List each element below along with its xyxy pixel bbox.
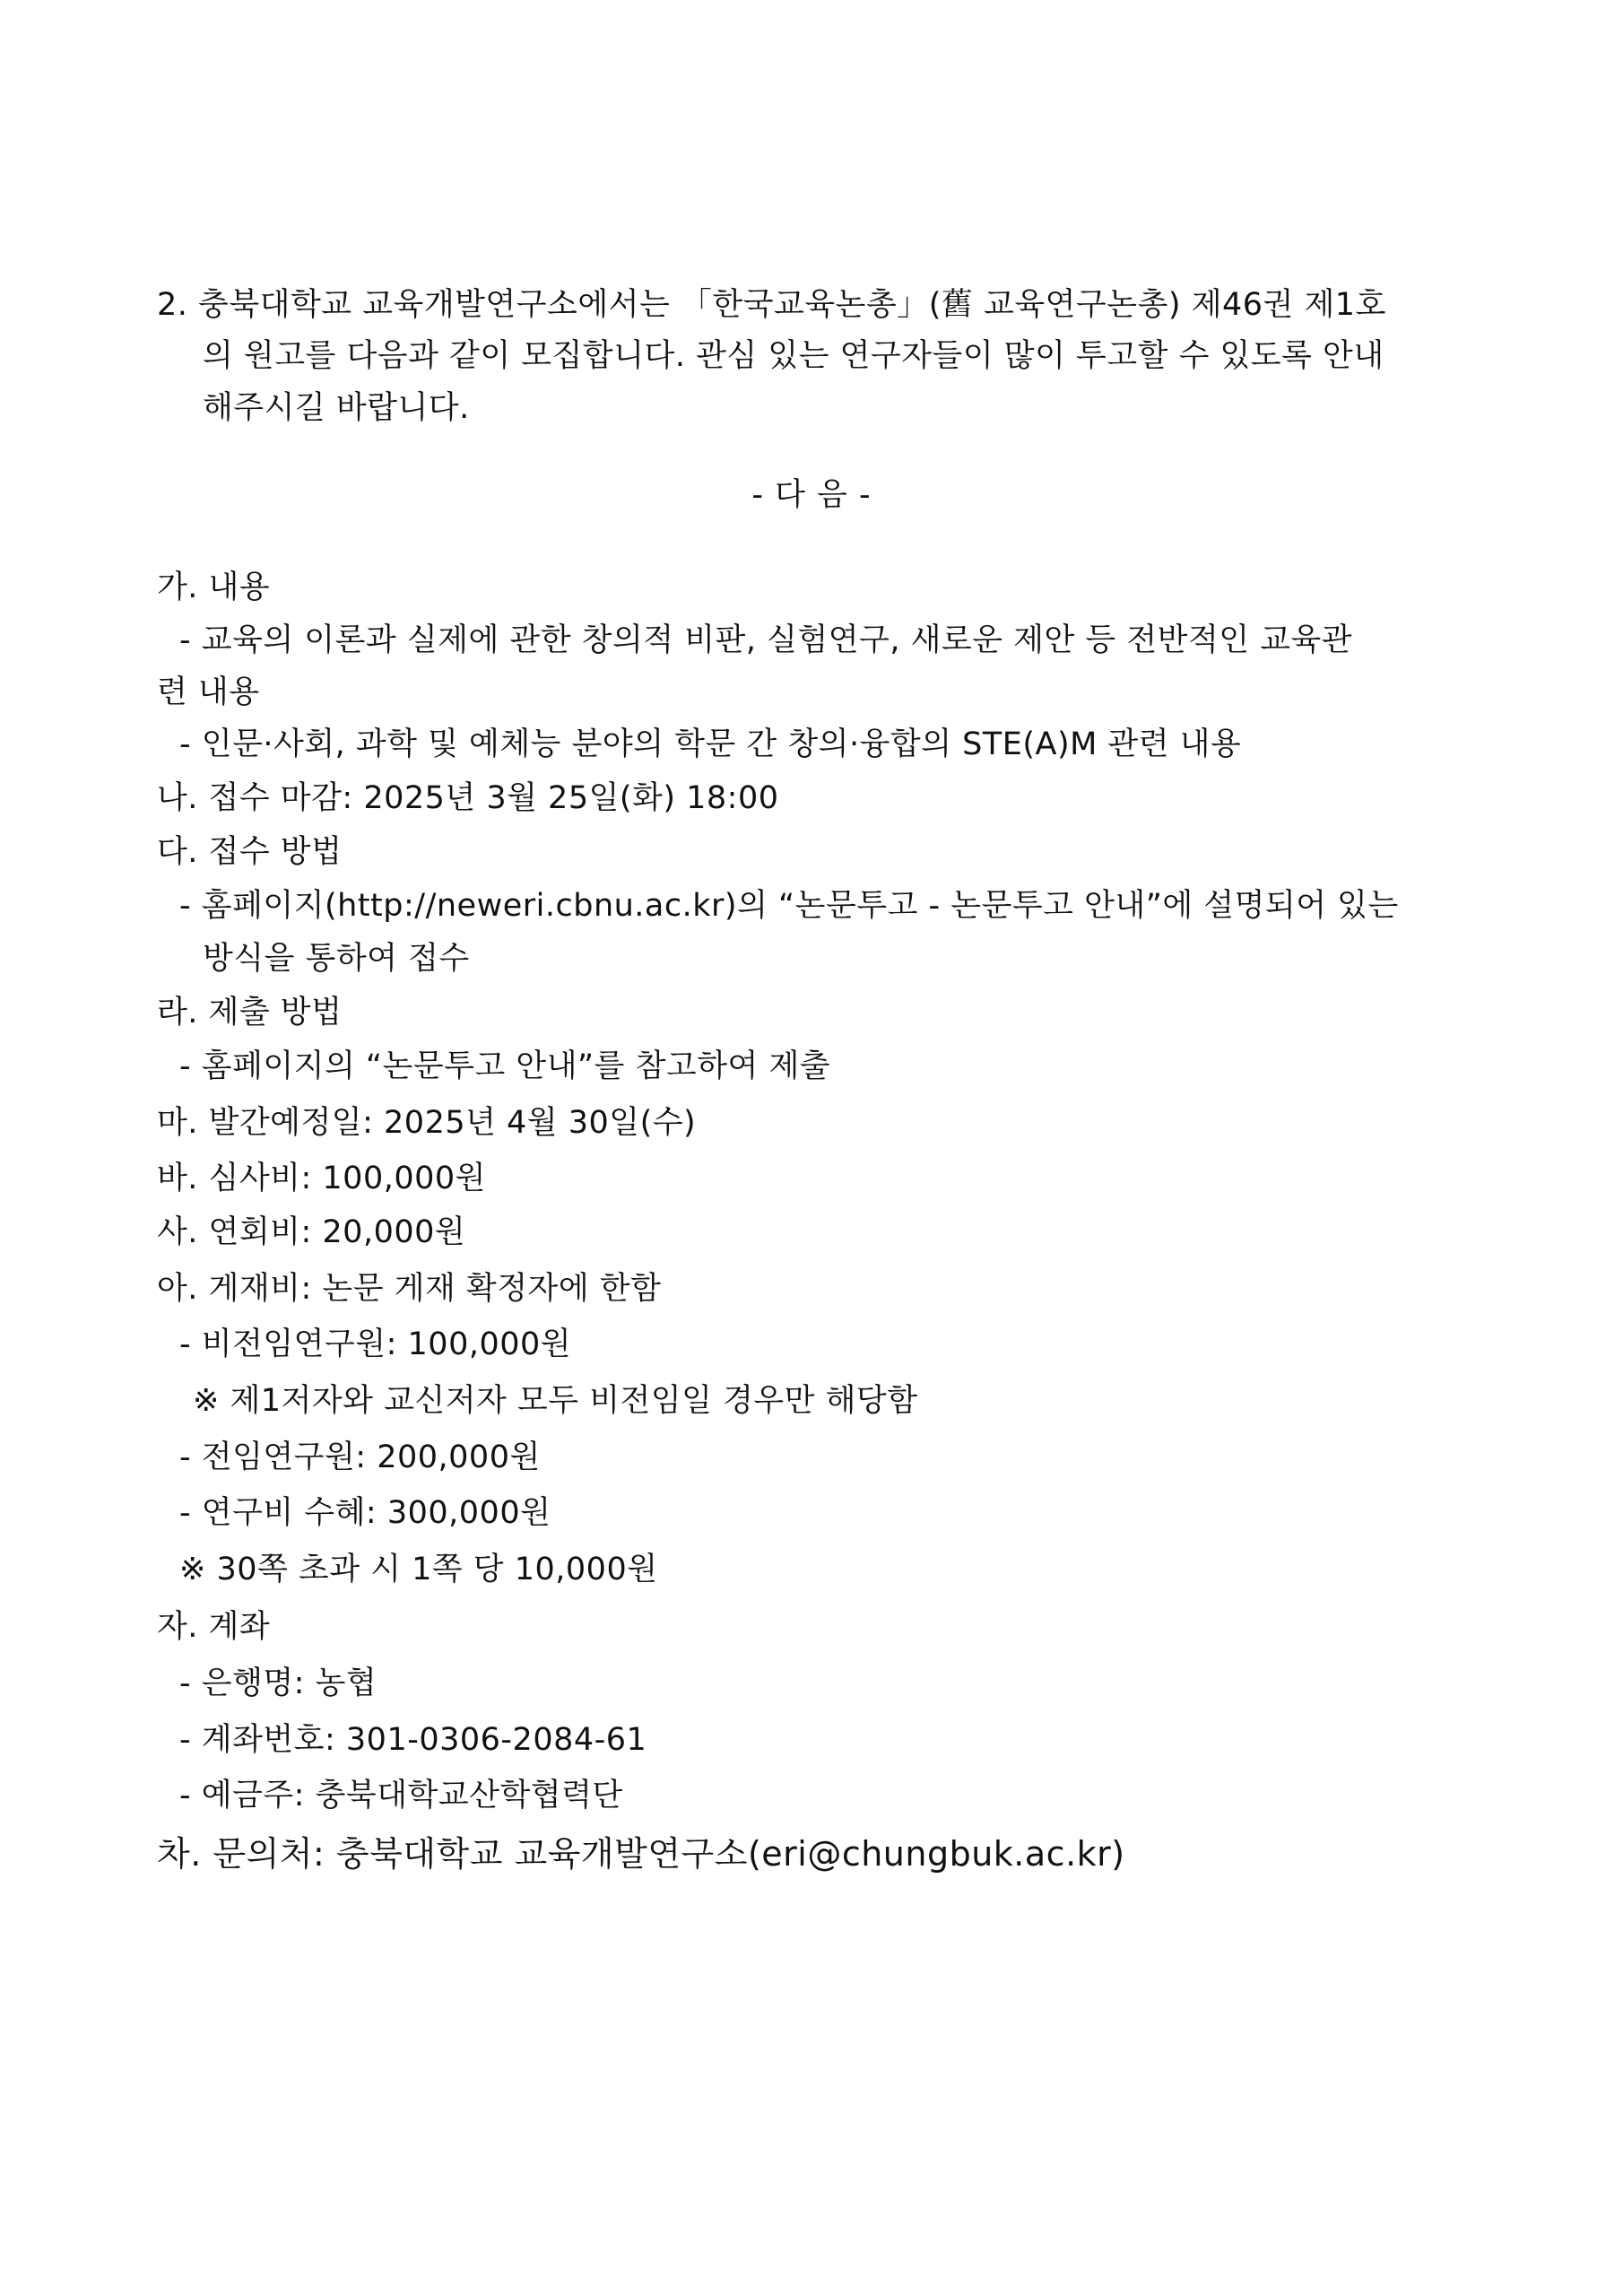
section-a-note-2: ※ 30쪽 초과 시 1쪽 당 10,000원: [179, 1552, 658, 1587]
section-ra-title: 라. 제출 방법: [157, 995, 343, 1031]
section-da-item-1-line-2: 방식을 통하여 접수: [203, 941, 470, 977]
section-ra-item-1: - 홈페이지의 “논문투고 안내”를 참고하여 제출: [179, 1048, 831, 1084]
section-da-title: 다. 접수 방법: [157, 834, 343, 870]
section-ga-item-1-line-1: - 교육의 이론과 실제에 관한 창의적 비판, 실험연구, 새로운 제안 등 전반적인 교육관: [179, 622, 1353, 658]
section-ja-item-2: - 계좌번호: 301-0306-2084-61: [179, 1722, 647, 1758]
intro-line-2: 의 원고를 다음과 같이 모집합니다. 관심 있는 연구자들이 많이 투고할 수 있도록 안내: [203, 338, 1384, 374]
section-cha-title: 차. 문의처: 충북대학교 교육개발연구소(eri@chungbuk.ac.kr): [157, 1834, 1125, 1874]
section-a-item-1: - 비전임연구원: 100,000원: [179, 1326, 572, 1362]
section-a-item-2: - 전임연구원: 200,000원: [179, 1439, 541, 1475]
section-a-title: 아. 게재비: 논문 게재 확정자에 한함: [157, 1271, 662, 1307]
intro-line-1: 2. 충북대학교 교육개발연구소에서는 「한국교육논총」(舊 교육연구논총) 제46권 제1호: [157, 287, 1386, 323]
section-ba-title: 바. 심사비: 100,000원: [157, 1161, 486, 1196]
section-ma-title: 마. 발간예정일: 2025년 4월 30일(수): [157, 1105, 697, 1141]
section-na-title: 나. 접수 마감: 2025년 3월 25일(화) 18:00: [157, 780, 779, 816]
section-a-note-1: ※ 제1저자와 교신저자 모두 비전임일 경우만 해당함: [193, 1383, 918, 1419]
section-ja-item-1: - 은행명: 농협: [179, 1665, 378, 1701]
section-ja-title: 자. 계좌: [157, 1609, 271, 1645]
section-a-item-3: - 연구비 수혜: 300,000원: [179, 1495, 551, 1531]
section-ga-item-2: - 인문·사회, 과학 및 예체능 분야의 학문 간 창의·융합의 STE(A)M 관련 내용: [179, 726, 1242, 762]
section-ga-title: 가. 내용: [157, 570, 271, 605]
intro-line-3: 해주시길 바랍니다.: [203, 390, 470, 426]
section-sa-title: 사. 연회비: 20,000원: [157, 1214, 466, 1250]
section-heading: - 다 음 -: [751, 477, 872, 513]
section-ja-item-3: - 예금주: 충북대학교산학협력단: [179, 1778, 623, 1813]
section-ga-item-1-line-2: 련 내용: [157, 674, 260, 710]
section-da-item-1-line-1: - 홈페이지(http://neweri.cbnu.ac.kr)의 “논문투고 - 논문투고 안내”에 설명되어 있는: [179, 888, 1399, 924]
